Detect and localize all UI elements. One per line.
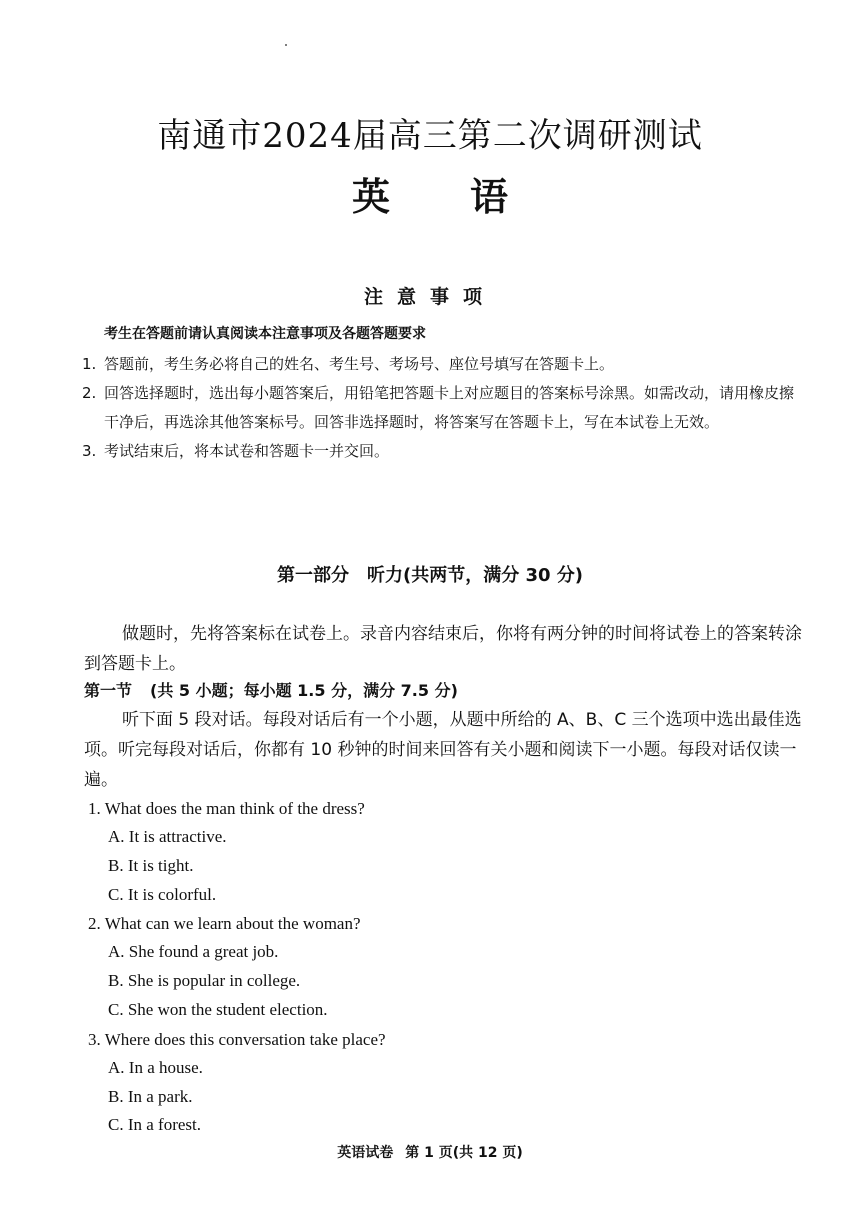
notice-item-number: 3.: [82, 442, 97, 460]
exam-title: 南通市2024届高三第二次调研测试: [157, 116, 703, 156]
page-footer: [0, 1142, 860, 1162]
subject-char-2: 语: [470, 175, 509, 219]
section-one-heading: [84, 678, 458, 701]
answer-option: C. In a forest.: [108, 1115, 202, 1135]
section-one-instruction: 听下面 5 段对话。每段对话后有一个小题，从题中所给的 A、B、C 三个选项中选出最佳选项。听完每段对话后，你都有 10 秒钟的时间来回答有关小题和阅读下一小题。每段对话仅读一遍。: [84, 710, 802, 790]
notice-item: [82, 350, 802, 379]
section-one-label: 第一节: [84, 681, 133, 700]
answer-option: C. It is colorful.: [108, 884, 217, 904]
question-stem: 2. What can we learn about the woman?: [88, 914, 361, 934]
notice-item: [82, 379, 802, 437]
answer-option: B. She is popular in college.: [108, 971, 301, 991]
notice-item-text: 回答选择题时，选出每小题答案后，用铅笔把答题卡上对应题目的答案标号涂黑。如需改动，请用橡皮擦干净后，再选涂其他答案标号。回答非选择题时，将答案写在答题卡上，写在本试卷上无效。: [104, 384, 795, 431]
footer-paper-name: 英语试卷: [337, 1145, 394, 1161]
subject-char-1: 英: [351, 175, 390, 219]
scan-speck: [285, 44, 287, 46]
notice-item-text: 答题前，考生务必将自己的姓名、考生号、考场号、座位号填写在答题卡上。: [104, 355, 615, 373]
question: [88, 794, 788, 909]
question-list: [88, 794, 788, 1140]
footer-page-number: 第 1 页(共 12 页): [405, 1145, 523, 1161]
notice-title: 注意事项: [363, 286, 496, 308]
notice-item-text: 考试结束后，将本试卷和答题卡一并交回。: [104, 442, 390, 460]
answer-option: C. She won the student election.: [108, 999, 328, 1019]
question: [88, 1025, 788, 1140]
answer-option: A. In a house.: [108, 1057, 203, 1077]
answer-option: A. It is attractive.: [108, 827, 227, 846]
subject-title: [0, 166, 860, 221]
part-one-title: 第一部分 听力(共两节，满分 30 分): [276, 565, 584, 586]
answer-option: A. She found a great job.: [108, 942, 279, 962]
notice-item-number: 1.: [82, 355, 97, 373]
section-one-scoring: (共 5 小题；每小题 1.5 分，满分 7.5 分): [150, 681, 458, 700]
notice-item: [82, 437, 802, 466]
question-stem: 1. What does the man think of the dress?: [88, 799, 365, 818]
notice-item-number: 2.: [82, 384, 97, 402]
question: [88, 909, 788, 1024]
part-one-instruction: 做题时，先将答案标在试卷上。录音内容结束后，你将有两分钟的时间将试卷上的答案转涂到答题卡上。: [84, 624, 802, 674]
answer-option: B. It is tight.: [108, 855, 194, 875]
answer-option: B. In a park.: [108, 1086, 193, 1106]
notice-intro: 考生在答题前请认真阅读本注意事项及各题答题要求: [104, 326, 426, 342]
notice-list: [82, 350, 802, 466]
question-stem: 3. Where does this conversation take place?: [88, 1029, 386, 1049]
